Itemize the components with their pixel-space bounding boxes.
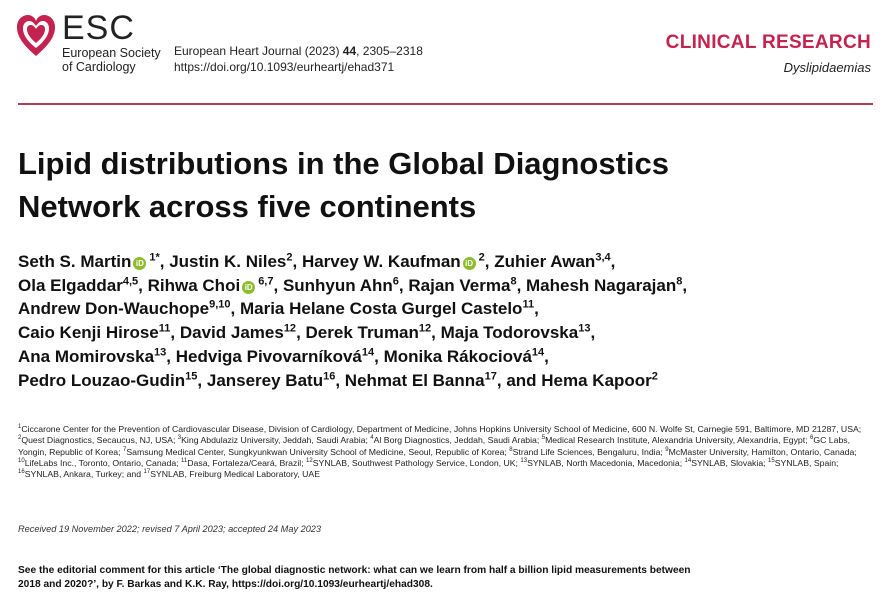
affiliation-number: 16 xyxy=(18,469,25,476)
affiliation-number: 1 xyxy=(18,424,22,431)
affiliation-number: 15 xyxy=(768,458,775,464)
affiliation-number: 3 xyxy=(177,435,182,442)
esc-logo-text: ESC xyxy=(62,9,135,47)
author-line xyxy=(18,345,878,369)
journal-name: European Heart Journal (2023) xyxy=(174,44,343,58)
author-line xyxy=(18,369,878,393)
author-separator: , xyxy=(374,346,384,366)
author-name[interactable]: Maria Helane Costa Gurgel Castelo xyxy=(239,299,523,319)
author-name[interactable]: Janserey Batu xyxy=(206,370,324,390)
author-name[interactable]: Pedro Louzao-Gudin xyxy=(18,370,186,390)
author-affiliation-sup: 9,10 xyxy=(209,298,231,311)
author-separator: , xyxy=(296,323,306,343)
author-separator: , xyxy=(610,252,616,271)
affiliation-number: 14 xyxy=(684,458,692,464)
author-separator: , xyxy=(138,275,148,295)
editorial-line-2[interactable]: 2018 and 2020?’, by F. Barkas and K.K. Ray, https://doi.org/10.1093/eurheartj/ehad308. xyxy=(18,579,433,590)
author-affiliation-sup: 13 xyxy=(578,322,591,335)
affiliation-number: 11 xyxy=(181,458,188,464)
author-name[interactable]: Monika Rákociová xyxy=(383,346,532,366)
affiliation-text: King Abdulaziz University, Jeddah, Saudi Arabia; xyxy=(181,435,368,446)
author-name[interactable]: Hema Kapoor xyxy=(541,370,652,390)
author-separator: , xyxy=(682,275,688,295)
author-name[interactable]: Sunhyun Ahn xyxy=(282,275,393,295)
author-name[interactable]: Andrew Don-Wauchope xyxy=(18,299,210,319)
author-affiliation-sup: 6,7 xyxy=(258,275,274,288)
title-line-2: Network across five continents xyxy=(18,189,477,224)
editorial-line-1: See the editorial comment for this article ‘The global diagnostic network: what can we learn from half a billion lipid measurements between xyxy=(18,565,691,576)
author-affiliation-sup: 2 xyxy=(651,369,658,382)
affiliation-number: 13 xyxy=(520,458,528,464)
author-separator: , xyxy=(431,323,441,343)
author-affiliation-sup: 6 xyxy=(392,275,399,288)
author-affiliation-sup: 11 xyxy=(158,322,171,335)
affiliation-text: McMaster University, Hamilton, Ontario, Canada; xyxy=(668,446,857,457)
author-line xyxy=(18,250,878,274)
author-affiliation-sup: 11 xyxy=(522,298,535,311)
author-separator: , xyxy=(484,252,495,271)
header-divider xyxy=(18,103,873,105)
author-line xyxy=(18,297,878,321)
author-name[interactable]: Zuhier Awan xyxy=(494,252,596,271)
author-name[interactable]: Maja Todorovska xyxy=(440,323,579,343)
author-separator: , xyxy=(496,370,507,390)
author-affiliation-sup: 8 xyxy=(676,275,683,288)
author-separator: , xyxy=(197,370,207,390)
author-name[interactable]: Ola Elgaddar xyxy=(18,275,123,295)
author-name[interactable]: Ana Momirovska xyxy=(18,346,155,366)
affiliation-number: 17 xyxy=(143,469,151,476)
society-name xyxy=(62,46,161,74)
affiliation-text: SYNLAB, Ankara, Turkey; and xyxy=(24,469,142,480)
affiliation-text: LifeLabs Inc., Toronto, Ontario, Canada; xyxy=(24,457,179,468)
author-separator: , xyxy=(544,346,549,366)
orcid-icon[interactable]: iD xyxy=(242,281,255,294)
author-affiliation-sup: 15 xyxy=(185,369,198,382)
affiliation-text: Quest Diagnostics, Secaucus, NJ, USA; xyxy=(21,435,176,446)
affiliation-text: SYNLAB, North Macedonia, Macedonia; xyxy=(527,457,683,468)
affiliation-number: 4 xyxy=(370,435,374,442)
affiliation-text: GC Labs, Yongin, Republic of Korea; xyxy=(18,435,851,457)
author-name[interactable]: Mahesh Nagarajan xyxy=(526,275,677,295)
author-affiliation-sup: 16 xyxy=(323,369,336,382)
author-line xyxy=(18,274,878,298)
author-name[interactable]: Justin K. Niles xyxy=(169,252,287,271)
doi-link[interactable]: https://doi.org/10.1093/eurheartj/ehad371 xyxy=(174,60,395,74)
affiliations xyxy=(18,424,878,480)
affiliation-number: 2 xyxy=(18,435,22,442)
society-name-line1: European Society xyxy=(62,46,161,60)
author-separator: , xyxy=(273,275,283,295)
subsection-label: Dyslipidaemias xyxy=(783,60,871,75)
received-dates: Received 19 November 2022; revised 7 April 2023; accepted 24 May 2023 xyxy=(18,524,322,534)
author-affiliation-sup: 14 xyxy=(531,346,545,359)
author-affiliation-sup: 1* xyxy=(149,251,160,264)
affiliation-text: Al Borg Diagnostics, Jeddah, Saudi Arabia; xyxy=(373,435,540,446)
author-name[interactable]: Caio Kenji Hirose xyxy=(18,323,159,343)
author-name[interactable]: Rihwa Choi xyxy=(147,275,241,295)
author-name[interactable]: Harvey W. Kaufman xyxy=(301,252,461,271)
author-name[interactable]: Rajan Verma xyxy=(408,275,511,295)
author-separator: , xyxy=(166,346,176,366)
author-name[interactable]: Nehmat El Banna xyxy=(344,370,485,390)
affiliation-number: 10 xyxy=(18,458,25,464)
affiliation-text: Strand Life Sciences, Bengaluru, India; xyxy=(512,446,663,457)
affiliation-text: SYNLAB, Freiburg Medical Laboratory, UAE xyxy=(150,469,320,480)
author-list xyxy=(18,250,878,392)
journal-pages: , 2305–2318 xyxy=(356,44,423,58)
author-separator: , xyxy=(170,323,180,343)
affiliation-number: 9 xyxy=(665,446,669,453)
orcid-icon[interactable]: iD xyxy=(133,257,146,270)
author-conjunction: and xyxy=(506,370,542,390)
article-section xyxy=(666,32,871,75)
author-affiliation-sup: 12 xyxy=(418,322,432,335)
affiliation-text: Dasa, Fortaleza/Ceará, Brazil; xyxy=(187,457,304,468)
affiliation-number: 7 xyxy=(122,446,127,453)
author-affiliation-sup: 3,4 xyxy=(595,251,611,264)
author-affiliation-sup: 8 xyxy=(510,275,517,288)
affiliation-text: SYNLAB, Southwest Pathology Service, London, UK; xyxy=(312,457,518,468)
author-separator: , xyxy=(398,275,409,295)
affiliation-text: SYNLAB, Spain; xyxy=(774,457,839,468)
author-name[interactable]: Seth S. Martin xyxy=(18,252,132,271)
author-separator: , xyxy=(516,275,527,295)
affiliation-text: SYNLAB, Slovakia; xyxy=(691,457,766,468)
author-name[interactable]: Derek Truman xyxy=(305,323,419,343)
author-affiliation-sup: 2 xyxy=(478,251,485,264)
author-affiliation-sup: 14 xyxy=(361,346,375,359)
orcid-icon[interactable]: iD xyxy=(463,257,476,270)
affiliation-text: Samsung Medical Center, Sungkyunkwan University School of Medicine, Seoul, Republic of Korea; xyxy=(126,446,507,457)
author-name[interactable]: Hedviga Pivovarníková xyxy=(175,346,362,366)
affiliation-number: 12 xyxy=(306,458,313,464)
author-separator: , xyxy=(159,252,170,271)
author-affiliation-sup: 12 xyxy=(283,322,297,335)
author-affiliation-sup: 17 xyxy=(484,369,497,382)
author-separator: , xyxy=(292,252,302,271)
author-separator: , xyxy=(590,323,596,343)
journal-citation xyxy=(174,43,423,75)
author-affiliation-sup: 13 xyxy=(154,346,167,359)
author-separator: , xyxy=(335,370,345,390)
author-line xyxy=(18,321,878,345)
journal-volume: 44 xyxy=(342,44,357,58)
affiliation-text: Ciccarone Center for the Prevention of Cardiovascular Disease, Division of Cardiology, Department of Medicine, Johns Hopkins University School of Medicine, 600 N. Wolfe St, Carnegie 591, Baltimore, MD 21287, USA; xyxy=(21,424,862,434)
author-affiliation-sup: 2 xyxy=(286,251,293,264)
affiliation-number: 8 xyxy=(509,446,513,453)
editorial-note xyxy=(18,564,880,592)
section-label: CLINICAL RESEARCH xyxy=(665,32,871,53)
esc-heart-logo-icon xyxy=(16,14,56,60)
affiliation-text: Medical Research Institute, Alexandria University, Alexandria, Egypt; xyxy=(545,435,808,446)
affiliation-number: 5 xyxy=(541,435,546,442)
author-name[interactable]: David James xyxy=(179,323,284,343)
author-separator: , xyxy=(534,299,539,319)
author-separator: , xyxy=(230,299,240,319)
affiliation-number: 6 xyxy=(810,435,814,442)
article-title xyxy=(18,142,878,228)
society-name-line2: of Cardiology xyxy=(62,60,136,74)
author-affiliation-sup: 4,5 xyxy=(122,275,139,288)
title-line-1: Lipid distributions in the Global Diagnostics xyxy=(18,146,670,181)
